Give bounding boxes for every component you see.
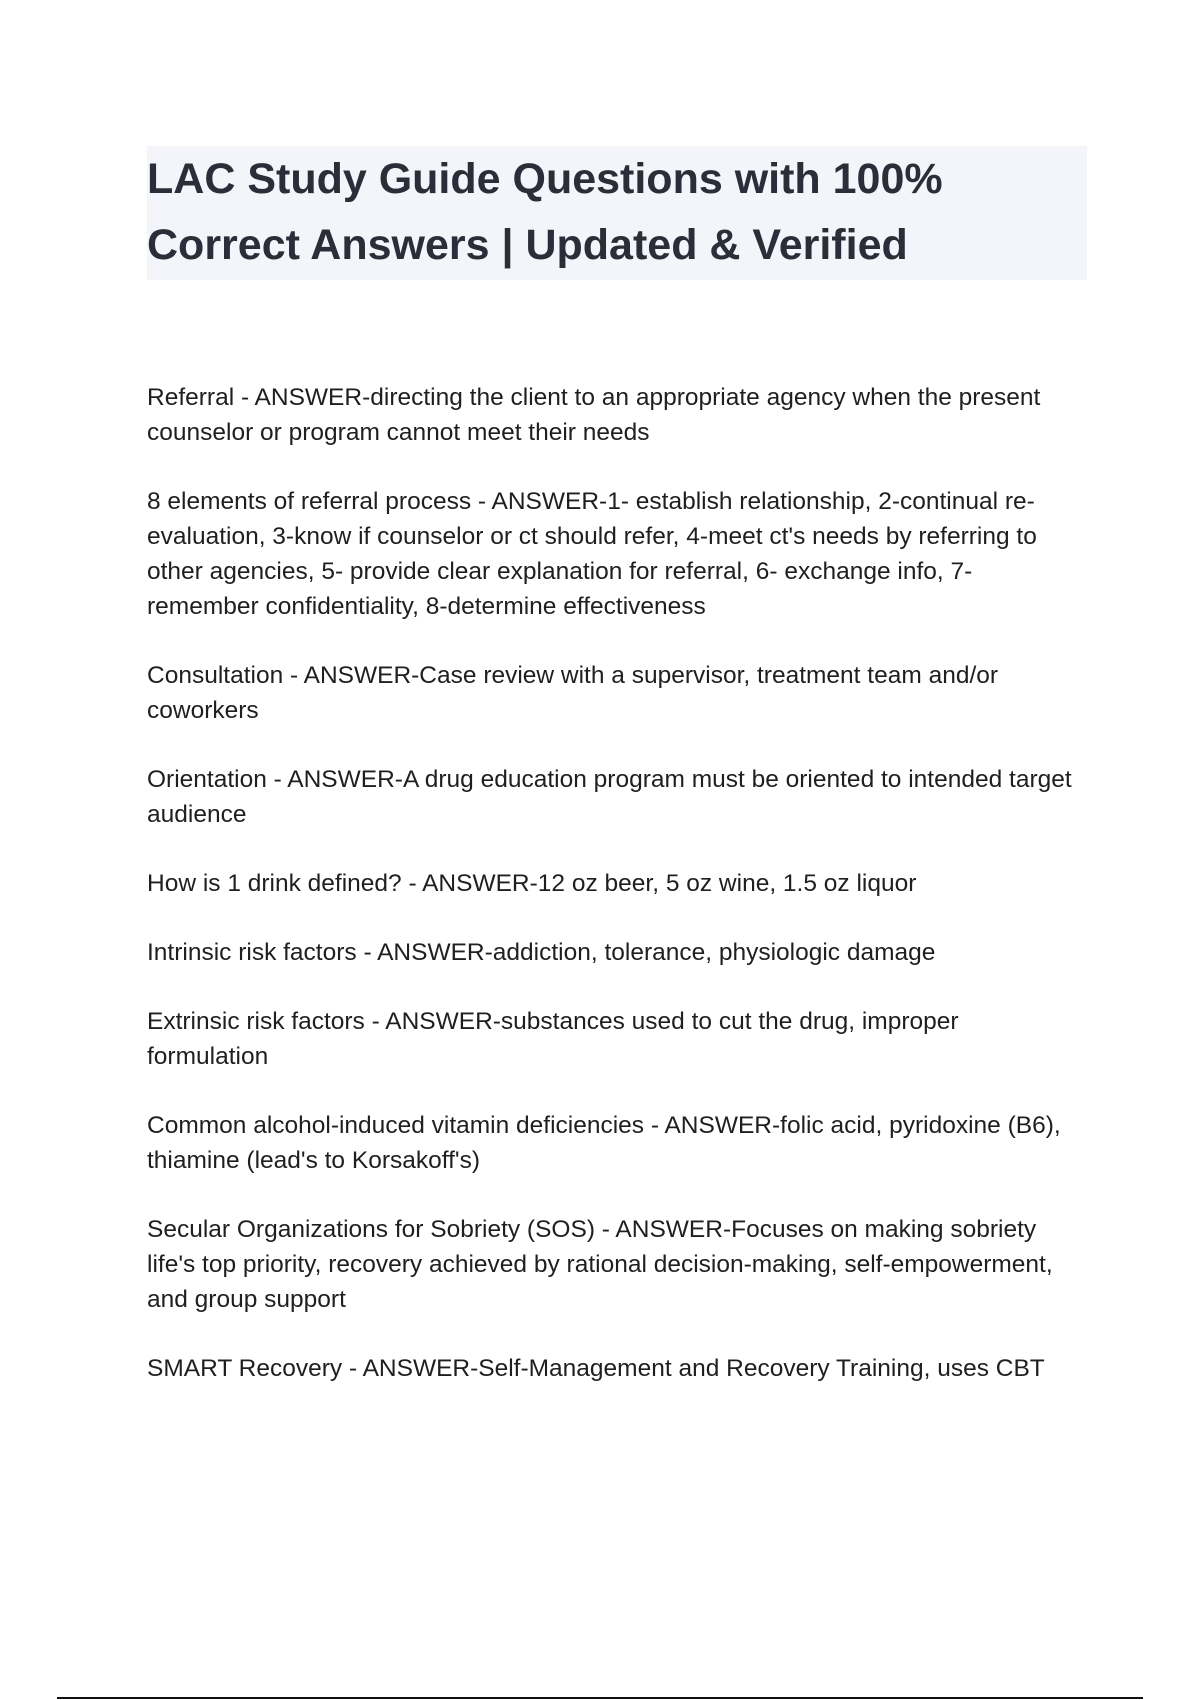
qa-list bbox=[147, 380, 1077, 1420]
footer-divider bbox=[57, 1697, 1143, 1699]
qa-item-referral: Referral - ANSWER-directing the client to an appropriate agency when the present counselor or program cannot meet their needs bbox=[147, 384, 1041, 446]
qa-item-consultation: Consultation - ANSWER-Case review with a supervisor, treatment team and/or coworkers bbox=[147, 662, 999, 724]
qa-item-referral-elements: 8 elements of referral process - ANSWER-1- establish relationship, 2-continual re-evaluation, 3-know if counselor or ct should refer, 4-meet ct's needs by referring to other agencies, 5- provide clear explanation for referral, 6- exchange info, 7-remember confidentiality, 8-determine effectiveness bbox=[147, 488, 1037, 620]
qa-item-sos: Secular Organizations for Sobriety (SOS) - ANSWER-Focuses on making sobriety life's top priority, recovery achieved by rational decision-making, self-empowerment, and group support bbox=[147, 1216, 1053, 1313]
qa-item-orientation: Orientation - ANSWER-A drug education program must be oriented to intended target audience bbox=[147, 766, 1072, 828]
qa-item-vitamin-deficiencies: Common alcohol-induced vitamin deficiencies - ANSWER-folic acid, pyridoxine (B6), thiamine (lead's to Korsakoff's) bbox=[147, 1112, 1061, 1174]
page-title: LAC Study Guide Questions with 100% Correct Answers | Updated & Verified bbox=[147, 155, 943, 269]
title-block bbox=[147, 146, 1087, 280]
qa-item-smart-recovery: SMART Recovery - ANSWER-Self-Management and Recovery Training, uses CBT bbox=[147, 1355, 1045, 1382]
qa-item-extrinsic-risk: Extrinsic risk factors - ANSWER-substances used to cut the drug, improper formulation bbox=[147, 1008, 959, 1070]
qa-item-intrinsic-risk: Intrinsic risk factors - ANSWER-addiction, tolerance, physiologic damage bbox=[147, 939, 936, 966]
qa-item-drink-definition: How is 1 drink defined? - ANSWER-12 oz beer, 5 oz wine, 1.5 oz liquor bbox=[147, 870, 917, 897]
